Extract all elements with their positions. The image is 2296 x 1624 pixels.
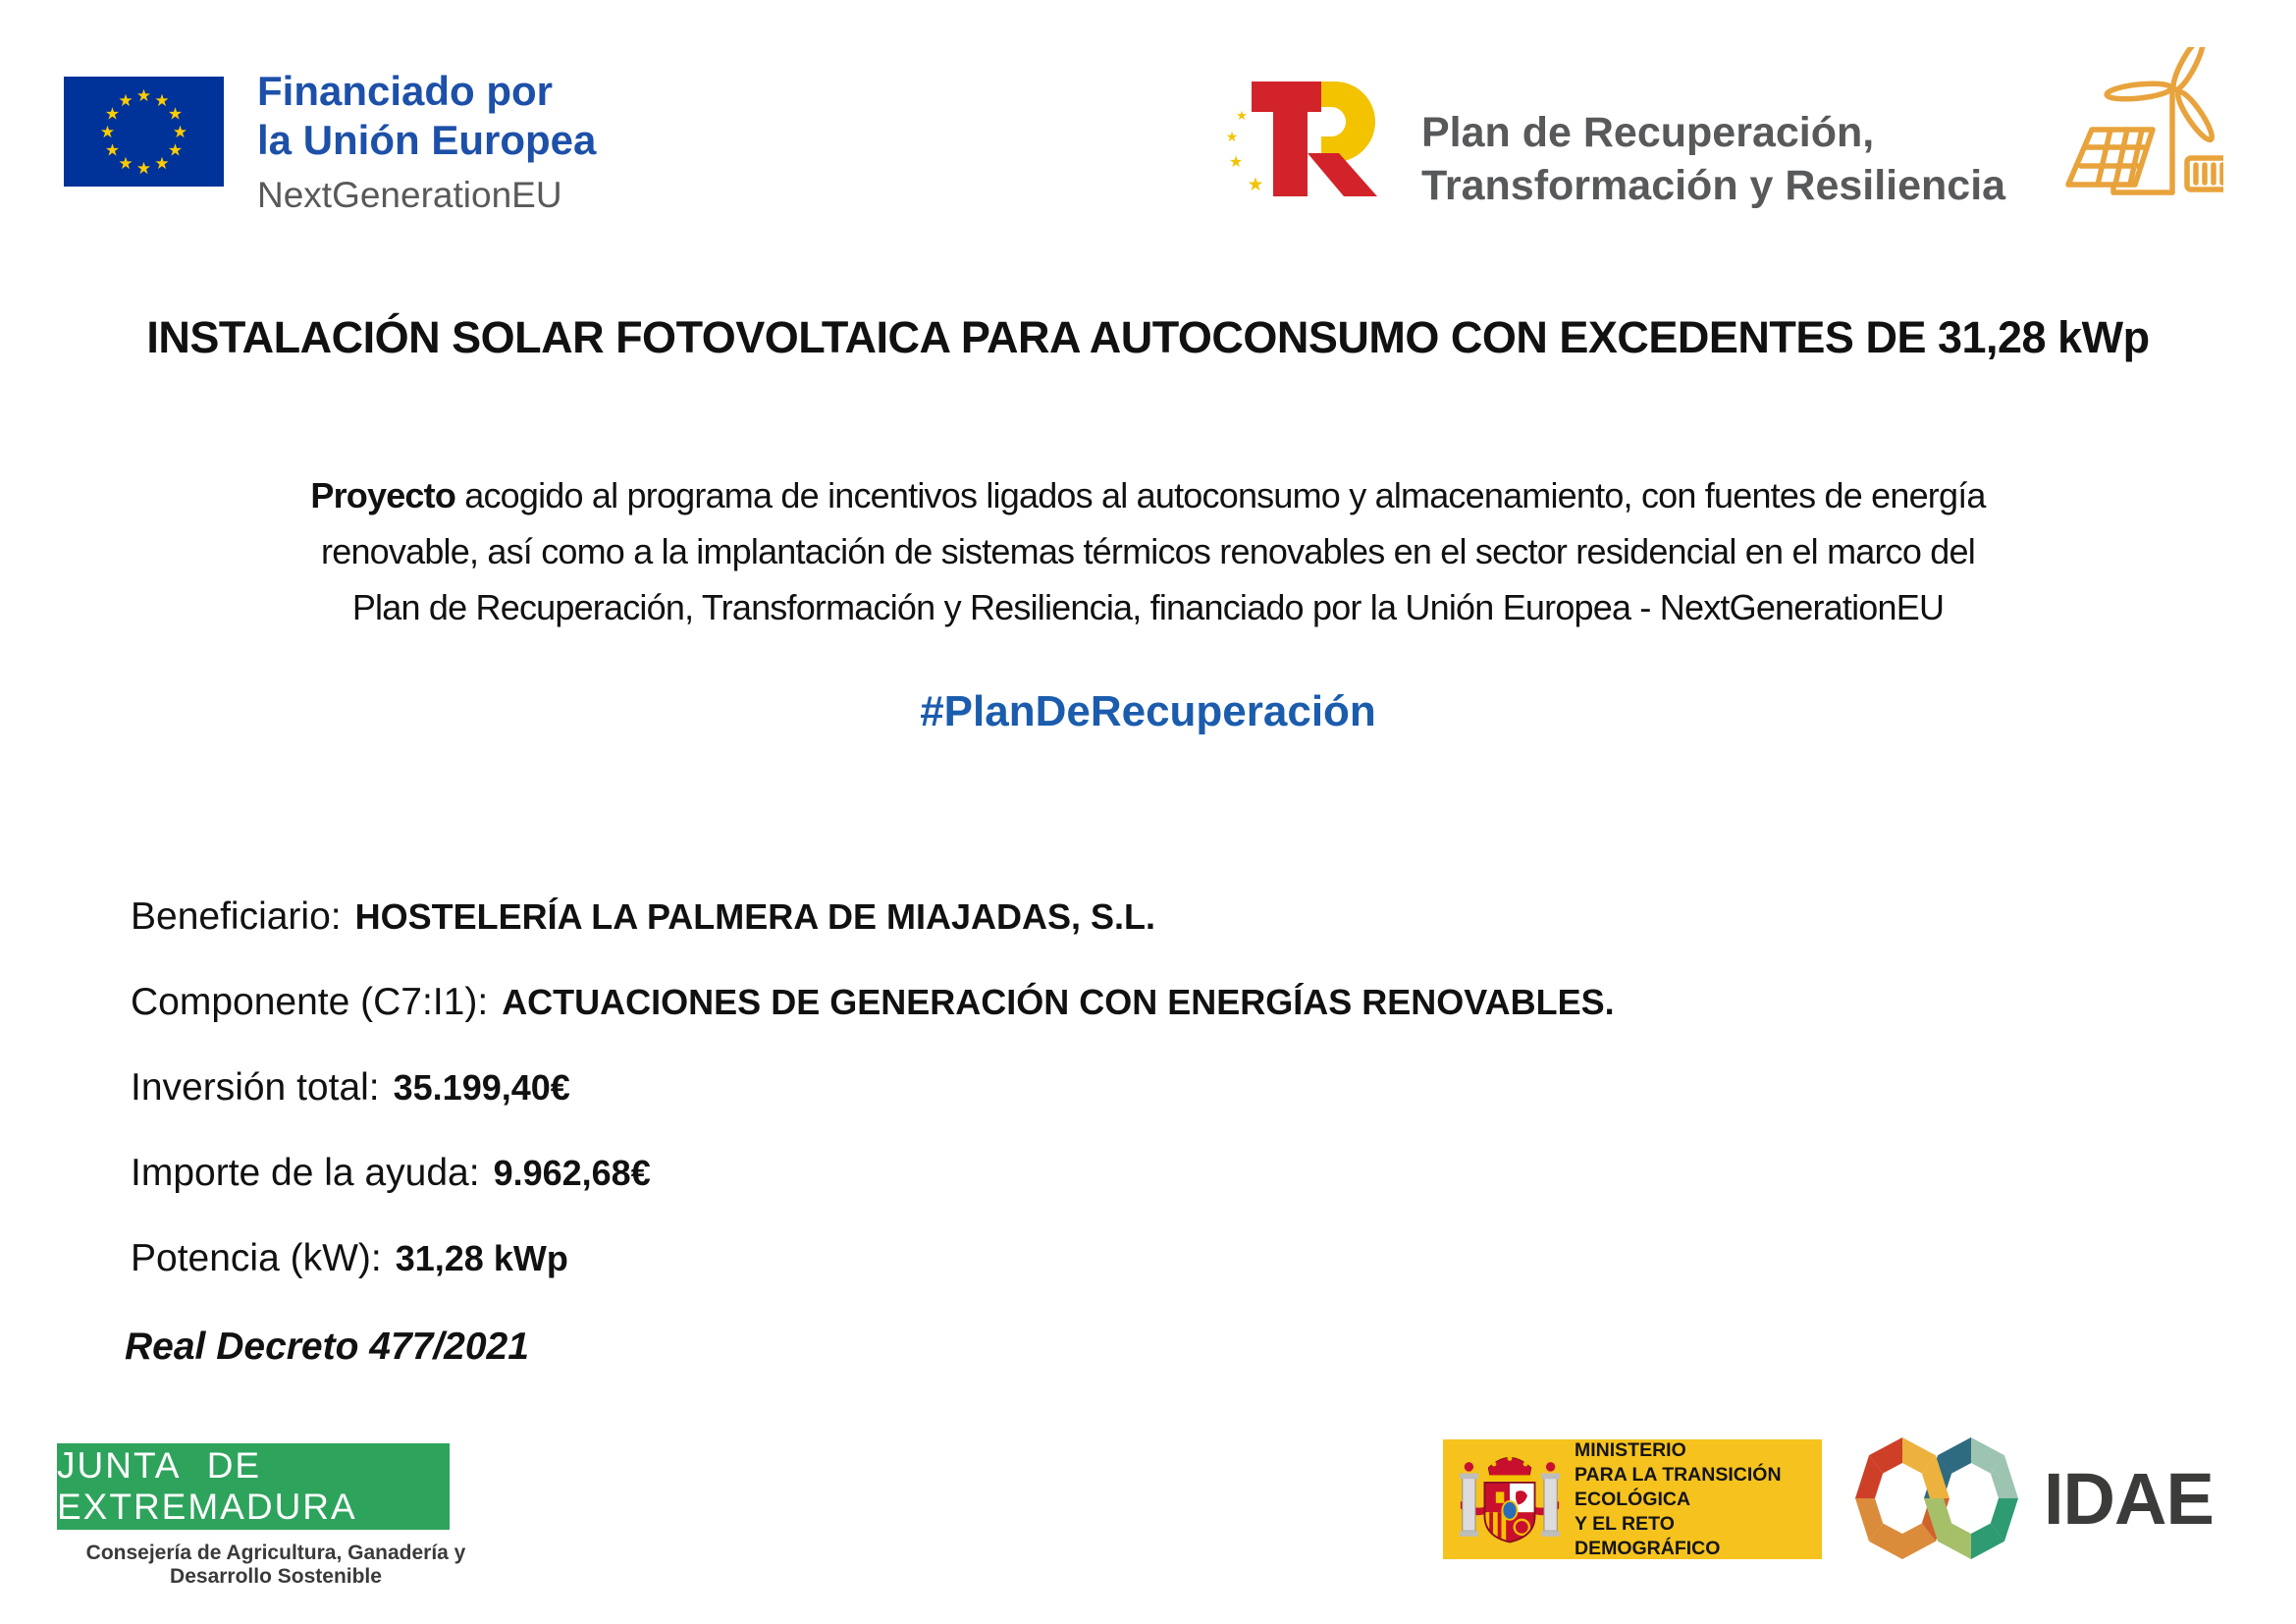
aid-amount-label: Importe de la ayuda: — [131, 1152, 480, 1194]
component-value: ACTUACIONES DE GENERACIÓN CON ENERGÍAS RENOVABLES. — [502, 982, 1615, 1022]
plan-title-line1: Plan de Recuperación, — [1421, 109, 1875, 156]
investment-value: 35.199,40€ — [393, 1067, 570, 1108]
plan-recuperacion-tr-icon — [1220, 57, 1387, 204]
paragraph-lead: Proyecto — [310, 475, 456, 515]
svg-text:★: ★ — [99, 123, 116, 142]
svg-text:★: ★ — [135, 159, 152, 179]
ministry-line2: PARA LA TRANSICIÓN ECOLÓGICA — [1575, 1463, 1782, 1510]
svg-text:★: ★ — [104, 140, 121, 161]
plan-title-line2: Transformación y Resiliencia — [1421, 162, 2006, 209]
junta-name: JUNTA DE EXTREMADURA — [57, 1445, 357, 1527]
idae-logo — [1853, 1435, 2214, 1561]
investment-row — [131, 1066, 1615, 1112]
ministry-line1: MINISTERIO — [1575, 1438, 1686, 1461]
ministry-logo — [1443, 1439, 1822, 1559]
svg-text:★: ★ — [167, 104, 184, 125]
aid-amount-value: 9.962,68€ — [493, 1153, 651, 1193]
decree-note: Real Decreto 477/2021 — [125, 1326, 529, 1368]
paragraph-line1-rest: acogido al programa de incentivos ligados al autoconsumo y almacenamiento, con fuentes de energía — [455, 475, 1986, 515]
svg-text:★: ★ — [1236, 109, 1248, 124]
svg-text:★: ★ — [1247, 174, 1264, 195]
component-row — [131, 981, 1615, 1027]
paragraph-line2: renovable, así como a la implantación de sistemas térmicos renovables en el sector residencial en el marco del — [321, 531, 1975, 571]
paragraph-line3: Plan de Recuperación, Transformación y Resiliencia, financiado por la Unión Europea - NextGenerationEU — [351, 587, 1945, 627]
component-label: Componente (C7:I1): — [131, 981, 489, 1023]
ministry-name — [1575, 1438, 1822, 1561]
svg-text:★: ★ — [167, 140, 184, 161]
eu-funding-text — [257, 67, 596, 218]
svg-text:★: ★ — [118, 91, 133, 111]
project-fields — [131, 895, 1615, 1323]
svg-text:★: ★ — [154, 154, 170, 174]
spain-coat-of-arms-icon — [1459, 1450, 1561, 1548]
idae-octagon-rings-icon — [1853, 1435, 2020, 1561]
eu-funding-line1: Financiado por — [257, 68, 554, 114]
svg-text:★: ★ — [172, 123, 188, 142]
ministry-line3: Y EL RETO DEMOGRÁFICO — [1575, 1512, 1721, 1559]
svg-text:★: ★ — [1228, 152, 1244, 171]
svg-text:★: ★ — [104, 104, 121, 125]
svg-text:★: ★ — [1225, 130, 1239, 145]
svg-text:★: ★ — [154, 91, 170, 111]
solar-wind-battery-icon — [2056, 47, 2223, 209]
eu-funding-line2: la Unión Europea — [257, 117, 597, 163]
junta-extremadura-logo — [57, 1443, 508, 1589]
nextgeneration-text: NextGenerationEU — [257, 175, 562, 215]
junta-subtitle: Consejería de Agricultura, Ganadería y Desarrollo Sostenible — [85, 1542, 466, 1588]
plan-title-text — [1421, 106, 2005, 212]
investment-label: Inversión total: — [131, 1066, 380, 1109]
project-paragraph — [0, 467, 2296, 635]
beneficiary-label: Beneficiario: — [131, 895, 342, 938]
power-label: Potencia (kW): — [131, 1237, 382, 1279]
svg-text:★: ★ — [118, 154, 133, 174]
junta-green-box — [57, 1443, 450, 1530]
page-title: INSTALACIÓN SOLAR FOTOVOLTAICA PARA AUTOCONSUMO CON EXCEDENTES DE 31,28 kWp — [146, 312, 2150, 362]
beneficiary-value: HOSTELERÍA LA PALMERA DE MIAJADAS, S.L. — [354, 896, 1155, 937]
idae-name: IDAE — [2044, 1457, 2214, 1540]
hashtag: #PlanDeRecuperación — [920, 687, 1376, 735]
eu-flag-icon — [64, 77, 224, 187]
paragraph-line1 — [0, 467, 2296, 523]
svg-text:★: ★ — [135, 86, 152, 106]
power-row — [131, 1237, 1615, 1283]
beneficiary-row — [131, 895, 1615, 942]
power-value: 31,28 kWp — [395, 1238, 568, 1278]
aid-amount-row — [131, 1152, 1615, 1198]
